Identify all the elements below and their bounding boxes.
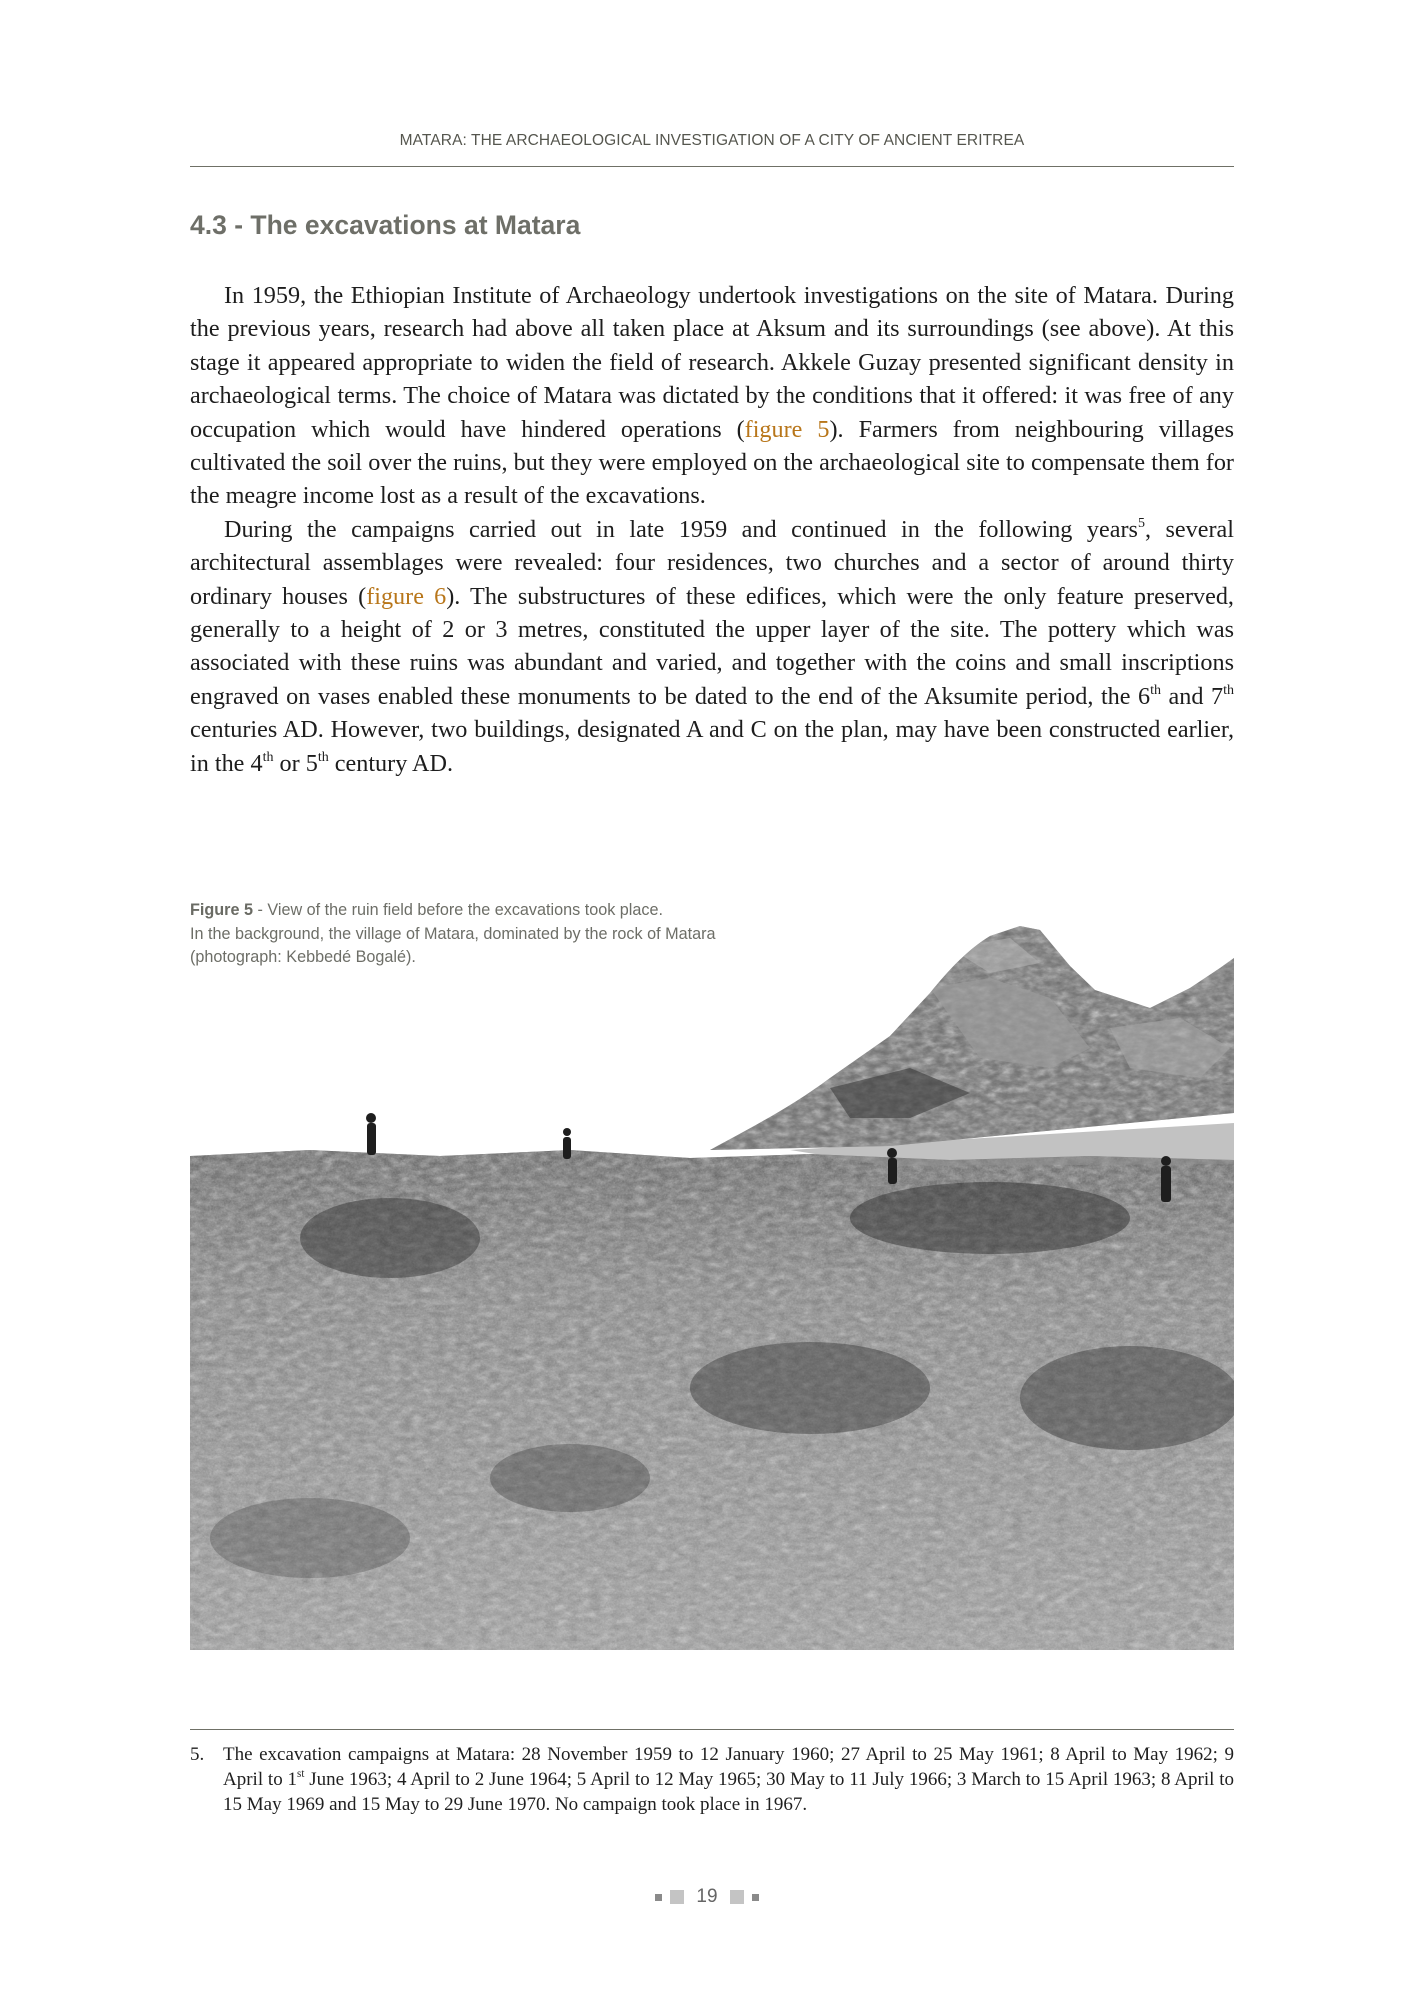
section-title: 4.3 - The excavations at Matara	[190, 210, 581, 240]
folio-square-icon	[730, 1890, 744, 1904]
figure-caption: Figure 5 - View of the ruin field before the excavations took place. In the background, the village of Matara, dominated by the rock of Matara (photograph: Kebbedé Bogalé).	[190, 901, 716, 966]
page-number: 19	[696, 1886, 718, 1907]
footnote-text: The excavation campaigns at Matara: 28 November 1959 to 12 January 1960; 27 April to 25 May 1961; 8 April to May 1962; 9 April to 1st June 1963; 4 April to 2 June 1964; 5 April to 12 May 1965; 30 May to 11 July 1966; 3 March to 15 April 1963; 8 April to 15 May 1969 and 15 May to 29 June 1970. No campaign took place in 1967.	[223, 1744, 1234, 1815]
header-rule	[190, 166, 1234, 167]
footnote-number: 5.	[190, 1744, 205, 1765]
paragraph-1: In 1959, the Ethiopian Institute of Archaeology undertook investigations on the site of Matara. During the previous years, research had above all taken place at Aksum and its surroundings (see above). At this stage it appeared appropriate to widen the field of research. Akkele Guzay presented significant density in archaeological terms. The choice of Matara was dictated by the conditions that it offered: it was free of any occupation which would have hindered operations (figure 5). Farmers from neighbouring villages cultivated the soil over the ruins, but they were employed on the archaeological site to compensate them for the meagre income lost as a result of the excavations.	[190, 282, 1234, 510]
folio-square-icon	[752, 1894, 759, 1901]
ruin-field-photograph	[190, 918, 1234, 1650]
footnote-marker[interactable]: 5	[1137, 514, 1145, 531]
paragraph-2: During the campaigns carried out in late 1959 and continued in the following years$^5$, several architectural assemblages were revealed: four residences, two churches and a sector of around thirty ordinary houses (figure 6). The substructures of these edifices, which were the only feature preserved, generally to a height of 2 or 3 metres, constituted the upper layer of the site. The pottery which was associated with these ruins was abundant and varied, and together with the coins and small inscriptions engraved on vases enabled these monuments to be dated to the end of the Aksumite period, the 6th and 7th centuries AD. However, two buildings, designated A and C on the plan, may have been constructed earlier, in the 4th or 5th century AD.	[190, 514, 1234, 777]
footnote-5	[190, 1742, 1234, 1817]
figure-5-link[interactable]: figure 5	[744, 415, 830, 443]
footnote-rule	[190, 1729, 1234, 1730]
body-text	[190, 279, 1234, 780]
page-folio	[0, 1886, 1414, 1908]
ruin-field	[190, 1098, 1234, 1650]
folio-square-icon	[670, 1890, 684, 1904]
figure-label: Figure 5	[190, 901, 253, 919]
folio-square-icon	[655, 1894, 662, 1901]
running-head: MATARA: THE ARCHAEOLOGICAL INVESTIGATION OF A CITY OF ANCIENT ERITREA	[399, 132, 1025, 149]
figure-6-link[interactable]: figure 6	[366, 582, 447, 610]
